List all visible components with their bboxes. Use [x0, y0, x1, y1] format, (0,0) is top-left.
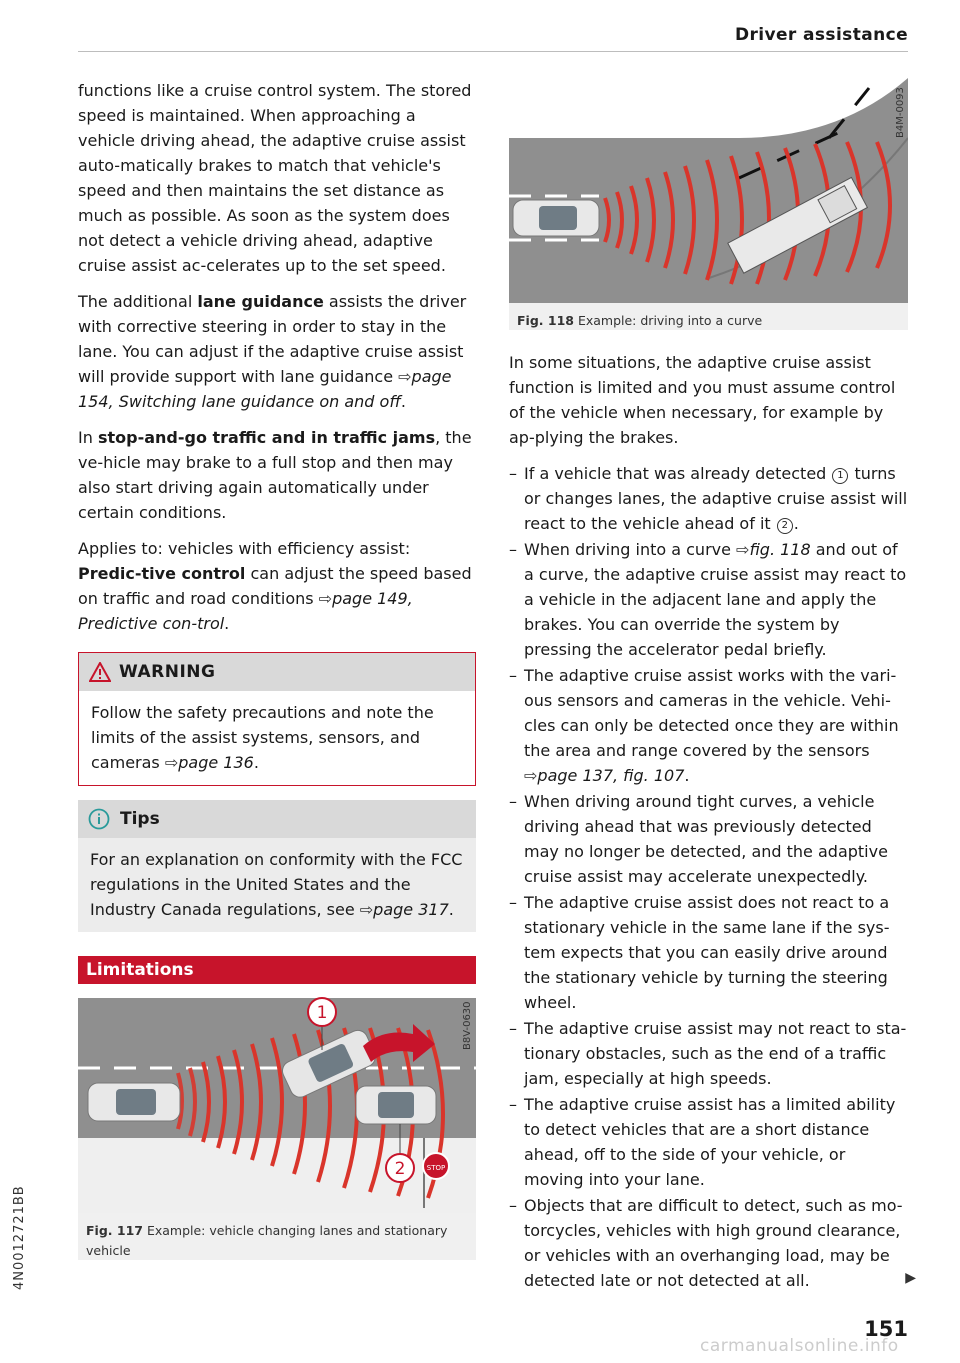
- text: and out of a curve, the adaptive cruise assist may react to a vehicle in the adjacent lane and apply the brakes. You can override the system by pressing the accelerator pedal briefly.: [524, 540, 907, 659]
- term-lane-guidance: lane guidance: [197, 292, 324, 311]
- text: In: [78, 428, 98, 447]
- watermark: carmanualsonline.info: [700, 1336, 899, 1356]
- tips-title: Tips: [120, 809, 160, 829]
- text: When driving into a curve: [524, 540, 737, 559]
- figure-117: [78, 988, 476, 1260]
- list-item: [509, 537, 908, 662]
- section-heading-limitations: Limitations: [78, 956, 476, 984]
- paragraph-stop-and-go: [78, 425, 476, 525]
- callout-2-icon: 2: [777, 518, 793, 534]
- callout-1-icon: 1: [832, 468, 848, 484]
- warning-box: [78, 652, 476, 786]
- text: turns or changes lanes, the adaptive cruise assist will react to the vehicle ahead of it: [524, 464, 908, 533]
- warning-header: [79, 653, 475, 691]
- text: .: [684, 766, 690, 785]
- list-item: – The adaptive cruise assist has a limited ability to detect vehicles that are a short distance ahead, off to the side of your vehicle, or moving into your lane.: [509, 1092, 908, 1192]
- info-icon: [88, 808, 110, 830]
- arrow-icon: ⇨: [164, 753, 179, 772]
- text: Follow the safety precautions and note the limits of the assist systems, sensors, and cameras: [91, 703, 434, 772]
- arrow-icon: ⇨: [524, 766, 538, 785]
- figure-118: [509, 78, 908, 330]
- text: For an explanation on conformity with the FCC regulations in the United States and the Industry Canada regulations, see: [90, 850, 463, 919]
- figure-117-label: Fig. 117: [86, 1223, 143, 1238]
- text: can adjust the speed based on traffic and road conditions: [78, 564, 472, 608]
- page-header-title: Driver assistance: [735, 25, 908, 45]
- link-page-154[interactable]: page 154, Switching lane guidance on and off: [78, 367, 452, 411]
- text: .: [253, 753, 259, 772]
- paragraph-situations: In some situations, the adaptive cruise assist function is limited and you must assume control of the vehicle when necessary, for example by ap-plying the brakes.: [509, 353, 896, 447]
- list-item: – When driving around tight curves, a vehicle driving ahead that was previously detected may no longer be detected, and the adaptive cruise assist may accelerate unexpectedly.: [509, 789, 908, 889]
- list-item: [509, 461, 908, 536]
- list-item: – Objects that are difficult to detect, such as mo-torcycles, vehicles with high ground clearance, or vehicles with an overhanging load, may be detected late or not detected at all.: [509, 1193, 908, 1293]
- warning-title: WARNING: [119, 662, 216, 682]
- arrow-icon: ⇨: [398, 367, 412, 386]
- stationary-car: [356, 1086, 436, 1124]
- caption-text: Example: driving into a curve: [577, 313, 763, 328]
- callout-1: 1: [316, 1003, 328, 1023]
- limitations-list: [509, 461, 908, 1293]
- text: .: [224, 614, 230, 633]
- text: .: [400, 392, 406, 411]
- list-item: – The adaptive cruise assist may not react to sta-tionary obstacles, such as the end of a traffic jam, especially at high speeds.: [509, 1016, 908, 1091]
- text: If a vehicle that was already detected: [524, 464, 832, 483]
- link-page-149[interactable]: page 149, Predictive con-trol: [78, 589, 413, 633]
- tips-header: [78, 800, 476, 838]
- figure-117-illustration: [78, 988, 476, 1213]
- text: , the ve-hicle may brake to a full stop and then may also start driving again automatically under certain conditions.: [78, 428, 472, 522]
- arrow-icon: ⇨: [736, 540, 750, 559]
- figure-118-code: B4M-0093: [895, 87, 906, 138]
- stop-sign-text: STOP: [426, 1164, 446, 1172]
- figure-118-caption: [509, 303, 908, 339]
- text: .: [448, 900, 454, 919]
- figure-117-caption: [78, 1213, 476, 1269]
- header-divider: [78, 51, 908, 52]
- left-column: [78, 78, 476, 1003]
- document-code: 4N0012721BB: [12, 1185, 27, 1290]
- text: The additional: [78, 292, 198, 311]
- ego-car: [513, 200, 599, 236]
- link-page-317[interactable]: page 317: [373, 900, 449, 919]
- right-column: [509, 350, 908, 1294]
- link-page-137[interactable]: page 137, fig. 107: [537, 766, 685, 785]
- link-fig-118[interactable]: fig. 118: [749, 540, 811, 559]
- page-number: 151: [864, 1317, 908, 1341]
- arrow-icon: ⇨: [359, 900, 374, 919]
- arrow-icon: ⇨: [318, 589, 333, 608]
- warning-body: [79, 691, 475, 785]
- figure-118-illustration: [509, 78, 908, 303]
- figure-118-label: Fig. 118: [517, 313, 574, 328]
- term-stop-and-go: stop-and-go traffic and in traffic jams: [97, 428, 436, 447]
- term-predictive-control: Predic-tive control: [78, 564, 246, 583]
- paragraph-predictive: [78, 536, 476, 636]
- text: assists the driver with corrective steering in order to stay in the lane. You can adjust if the adaptive cruise assist will provide support with lane guidance: [78, 292, 467, 386]
- text: The adaptive cruise assist works with the vari-ous sensors and cameras in the vehicle. Vehi-cles can only be detected once they are within the area and range covered by the sensors: [524, 666, 899, 760]
- list-item: – The adaptive cruise assist does not react to a stationary vehicle in the same lane if the sys-tem expects that you can easily drive around the stationary vehicle by turning the steering wheel.: [509, 890, 908, 1015]
- text: Applies to: vehicles with efficiency assist:: [78, 539, 411, 558]
- ego-car: [88, 1083, 180, 1121]
- caption-text: Example: vehicle changing lanes and stationary vehicle: [86, 1223, 448, 1258]
- figure-117-code: B8V-0630: [462, 1001, 473, 1050]
- tips-body: [78, 838, 476, 932]
- paragraph-intro: functions like a cruise control system. The stored speed is maintained. When approaching a vehicle driving ahead, the adaptive cruise assist auto-matically brakes to match that vehicle's speed and then maintains the set distance as much as possible. As soon as the system does not detect a vehicle driving ahead, adaptive cruise assist ac-celerates up to the set speed.: [78, 81, 472, 275]
- link-page-136[interactable]: page 136: [178, 753, 254, 772]
- callout-2: 2: [394, 1159, 406, 1179]
- list-item: [509, 663, 908, 788]
- continue-arrow-icon: ▶: [905, 1270, 916, 1286]
- warning-triangle-icon: [89, 662, 111, 682]
- tips-box: [78, 800, 476, 932]
- paragraph-lane-guidance: [78, 289, 476, 414]
- text: .: [793, 514, 799, 533]
